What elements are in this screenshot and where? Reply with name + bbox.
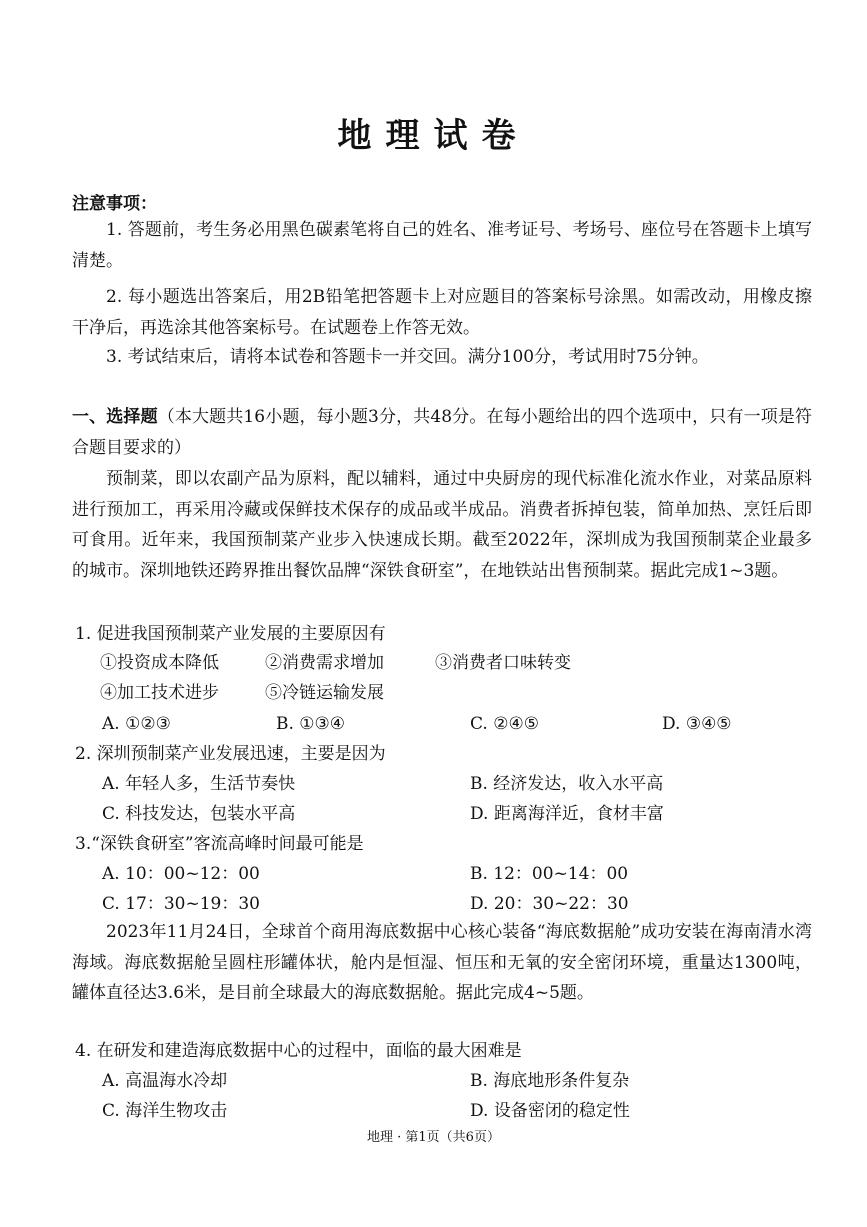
q4-option-d: D. 设备密闭的稳定性 bbox=[470, 1101, 630, 1121]
q2-option-b: B. 经济发达，收入水平高 bbox=[470, 774, 664, 794]
section-1-intro bbox=[72, 402, 812, 463]
q1-item-2: ②消费需求增加 bbox=[265, 653, 384, 673]
q4-option-b: B. 海底地形条件复杂 bbox=[470, 1071, 630, 1091]
notice-item-3: 3. 考试结束后，请将本试卷和答题卡一并交回。满分100分，考试用时75分钟。 bbox=[106, 347, 709, 367]
q4-stem: 4. 在研发和建造海底数据中心的过程中，面临的最大困难是 bbox=[75, 1041, 522, 1061]
q3-option-c: C. 17：30~19：30 bbox=[102, 894, 260, 914]
q2-option-d: D. 距离海洋近，食材丰富 bbox=[470, 804, 664, 824]
passage-2: 2023年11月24日，全球首个商用海底数据中心核心装备“海底数据舱”成功安装在海南清水湾海域。海底数据舱呈圆柱形罐体状，舱内是恒湿、恒压和无氧的安全密闭环境，重量达1300吨，罐体直径达3.6米，是目前全球最大的海底数据舱。据此完成4~5题。 bbox=[72, 922, 812, 1003]
q1-option-c: C. ②④⑤ bbox=[470, 714, 539, 734]
q3-option-b: B. 12：00~14：00 bbox=[470, 864, 629, 884]
notice-item-1: 1. 答题前，考生务必用黑色碳素笔将自己的姓名、准考证号、考场号、座位号在答题卡上填写清楚。 bbox=[72, 220, 812, 271]
passage-1: 预制菜，即以农副产品为原料，配以辅料，通过中央厨房的现代标准化流水作业，对菜品原料进行预加工，再采用冷藏或保鲜技术保存的成品或半成品。消费者拆掉包装，简单加热、烹饪后即可食用。近年来，我国预制菜产业步入快速成长期。截至2022年，深圳成为我国预制菜企业最多的城市。深圳地铁还跨界推出餐饮品牌“深铁食研室”，在地铁站出售预制菜。据此完成1~3题。 bbox=[72, 469, 812, 581]
q3-option-a: A. 10：00~12：00 bbox=[102, 864, 260, 884]
q1-item-5: ⑤冷链运输发展 bbox=[265, 683, 384, 703]
q1-option-d: D. ③④⑤ bbox=[662, 714, 732, 734]
q2-option-c: C. 科技发达，包装水平高 bbox=[102, 804, 296, 824]
q2-stem: 2. 深圳预制菜产业发展迅速，主要是因为 bbox=[75, 744, 386, 764]
notice-item-2: 2. 每小题选出答案后，用2B铅笔把答题卡上对应题目的答案标号涂黑。如需改动，用橡皮擦干净后，再选涂其他答案标号。在试题卷上作答无效。 bbox=[72, 287, 812, 338]
q3-stem: 3.“深铁食研室”客流高峰时间最可能是 bbox=[75, 834, 364, 854]
q1-item-3: ③消费者口味转变 bbox=[435, 653, 571, 673]
q4-option-c: C. 海洋生物攻击 bbox=[102, 1101, 228, 1121]
q1-option-b: B. ①③④ bbox=[276, 714, 346, 734]
q1-stem: 1. 促进我国预制菜产业发展的主要原因有 bbox=[75, 624, 386, 644]
q2-option-a: A. 年轻人多，生活节奏快 bbox=[102, 774, 296, 794]
q1-option-a: A. ①②③ bbox=[102, 714, 171, 734]
section-1-desc: （本大题共16小题，每小题3分，共48分。在每小题给出的四个选项中，只有一项是符合题目要求的） bbox=[72, 407, 813, 458]
q3-option-d: D. 20：30~22：30 bbox=[470, 894, 629, 914]
q1-item-4: ④加工技术进步 bbox=[100, 683, 219, 703]
page-title: 地理试卷 bbox=[337, 116, 530, 156]
q1-item-1: ①投资成本降低 bbox=[100, 653, 219, 673]
q4-option-a: A. 高温海水冷却 bbox=[102, 1071, 228, 1091]
notice-heading: 注意事项： bbox=[72, 194, 157, 214]
section-1-heading: 一、选择题 bbox=[72, 407, 158, 427]
page-footer: 地理 · 第1页（共6页） bbox=[367, 1130, 500, 1145]
